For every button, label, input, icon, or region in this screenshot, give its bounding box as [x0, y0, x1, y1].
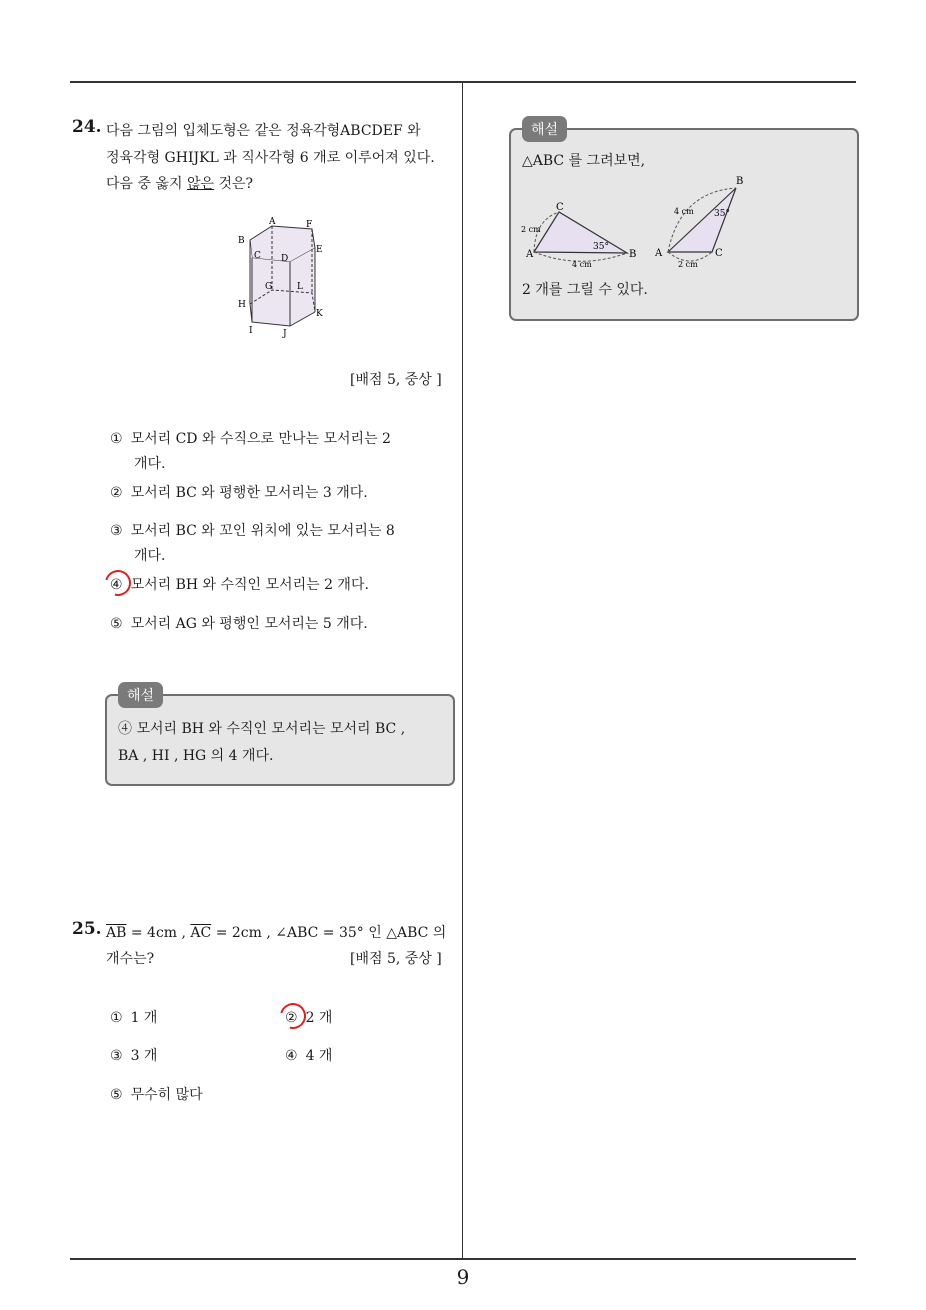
page-number: 9 — [456, 1265, 470, 1289]
answer-circle-mark — [100, 565, 136, 601]
option-marker: ② — [110, 485, 123, 501]
option-marker: ④ — [110, 577, 123, 593]
label-A: A — [269, 217, 276, 227]
label-L: L — [297, 282, 303, 292]
option-text: 4 개 — [305, 1048, 333, 1064]
option-text: 모서리 AG 와 평행인 모서리는 5 개다. — [130, 616, 368, 632]
label-J: J — [283, 329, 287, 339]
q25-option-3[interactable] — [110, 1045, 157, 1065]
q24-option-2[interactable] — [110, 482, 368, 502]
option-marker: ③ — [110, 523, 123, 539]
option-text: 모서리 CD 와 수직으로 만나는 모서리는 2 — [130, 431, 391, 447]
q24-explanation-line2: BA , HI , HG 의 4 개다. — [118, 748, 274, 764]
q24-option-1-cont: 개다. — [134, 456, 166, 472]
q25-explanation-line2: 2 개를 그릴 수 있다. — [522, 282, 648, 298]
label-K: K — [316, 309, 323, 319]
fig2-label-C: C — [715, 248, 723, 259]
triangle-figure-1 — [515, 198, 645, 273]
label-G: G — [265, 282, 273, 292]
q25-option-4[interactable] — [285, 1045, 332, 1065]
q24-number: 24. — [72, 117, 102, 137]
option-text: 모서리 BH 와 수직인 모서리는 2 개다. — [130, 577, 369, 593]
answer-circle-mark — [275, 998, 311, 1034]
q24-option-3-cont: 개다. — [134, 548, 166, 564]
option-marker: ① — [110, 1010, 123, 1026]
q25-eq2: = 2cm , ∠ABC = 35° 인 △ABC 의 — [211, 925, 447, 941]
fig1-label-C: C — [556, 202, 564, 213]
q24-option-5[interactable] — [110, 613, 368, 633]
option-text: 모서리 BC 와 꼬인 위치에 있는 모서리는 8 — [130, 523, 395, 539]
option-marker: ④ — [285, 1048, 298, 1064]
fig2-label-B: B — [736, 176, 744, 187]
label-B: B — [238, 236, 245, 246]
q24-option-3[interactable] — [110, 520, 395, 540]
q25-option-1[interactable] — [110, 1007, 157, 1027]
option-text: 무수히 많다 — [130, 1087, 203, 1103]
label-F: F — [306, 220, 313, 230]
hexagonal-prism-figure — [230, 212, 340, 342]
fig2-label-ac: 2 cm — [678, 260, 698, 269]
segment-ab: $\overline{AB}$ — [106, 925, 127, 941]
fig1-label-ab: 4 cm — [572, 260, 592, 269]
q24-stem-line3 — [106, 173, 253, 193]
q24-stem-line2: 정육각형 GHIJKL 과 직사각형 6 개로 이루어져 있다. — [106, 150, 435, 166]
fig1-label-B: B — [629, 249, 637, 260]
option-text: 2 개 — [305, 1010, 333, 1026]
option-marker: ① — [110, 431, 123, 447]
top-rule — [70, 81, 856, 83]
fig2-label-A: A — [655, 248, 663, 259]
option-text: 1 개 — [130, 1010, 158, 1026]
option-marker: ② — [285, 1010, 298, 1026]
q24-option-4[interactable] — [110, 574, 369, 594]
q24-stem-post: 것은? — [214, 176, 254, 192]
option-text: 모서리 BC 와 평행한 모서리는 3 개다. — [130, 485, 368, 501]
fig2-label-ab: 4 cm — [674, 207, 694, 216]
label-E: E — [316, 245, 323, 255]
q24-explanation-tag: 해설 — [118, 682, 163, 708]
q25-stem-line1 — [106, 922, 446, 942]
q25-explanation-tag: 해설 — [522, 116, 567, 142]
option-marker: ⑤ — [110, 1087, 123, 1103]
q24-stem-underlined: 않은 — [186, 176, 215, 192]
label-I: I — [249, 326, 253, 336]
segment-ac: $\overline{AC}$ — [190, 925, 212, 941]
option-marker: ⑤ — [110, 616, 123, 632]
q25-explanation-line1: △ABC 를 그려보면, — [522, 153, 646, 169]
option-text: 3 개 — [130, 1048, 158, 1064]
q24-stem-pre: 다음 중 옳지 — [106, 176, 187, 192]
fig1-label-angle: 35° — [593, 242, 609, 252]
bottom-rule — [70, 1258, 856, 1260]
label-H: H — [238, 300, 246, 310]
q25-number: 25. — [72, 919, 102, 939]
q25-option-5[interactable] — [110, 1084, 203, 1104]
triangle-figure-2 — [650, 172, 760, 272]
option-marker: ③ — [110, 1048, 123, 1064]
q25-eq1: = 4cm , — [126, 925, 191, 941]
fig1-label-A: A — [526, 249, 534, 260]
q24-score: [배점 5, 중상 ] — [350, 372, 442, 388]
q24-option-1[interactable] — [110, 428, 391, 448]
q25-score: [배점 5, 중상 ] — [350, 951, 442, 967]
q25-stem-line2: 개수는? — [106, 951, 155, 967]
label-D: D — [281, 254, 289, 264]
fig1-label-ac: 2 cm — [521, 225, 541, 234]
column-divider — [462, 83, 463, 1258]
q24-explanation-line1: ④ 모서리 BH 와 수직인 모서리는 모서리 BC , — [118, 721, 406, 737]
fig2-label-angle: 35° — [714, 209, 730, 219]
label-C: C — [254, 251, 261, 261]
q24-stem-line1: 다음 그림의 입체도형은 같은 정육각형ABCDEF 와 — [106, 123, 421, 139]
